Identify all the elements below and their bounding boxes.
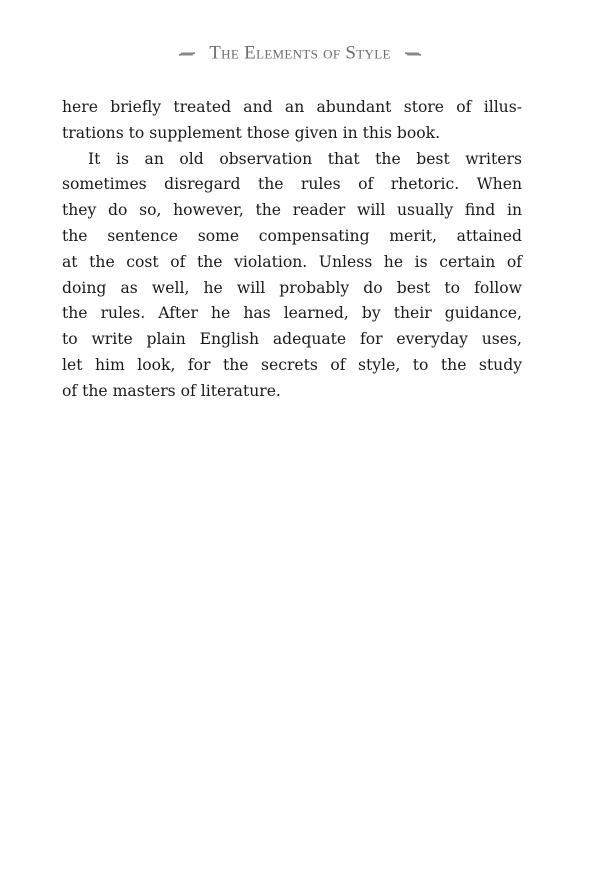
- paragraph-first-line: It is an old observation that the best writers: [88, 149, 522, 168]
- text-line: the rules. After he has learned, by their guidance,: [62, 304, 522, 323]
- text-line: here briefly treated and an abundant store of illus-: [62, 98, 522, 116]
- text-line: let him look, for the secrets of style, to the study: [62, 355, 522, 374]
- right-ornament-icon: [404, 49, 422, 59]
- running-title: The Elements of Style: [209, 42, 391, 64]
- left-ornament-icon: [178, 49, 196, 59]
- text-line: of the masters of literature.: [62, 381, 281, 400]
- text-line: the sentence some compensating merit, attained: [62, 226, 522, 245]
- text-line: to write plain English adequate for everyday uses,: [62, 330, 522, 349]
- text-line: at the cost of the violation. Unless he is certain of: [62, 252, 522, 271]
- text-line: they do so, however, the reader will usually find in: [62, 201, 522, 220]
- running-header: [0, 42, 600, 65]
- text-line: sometimes disregard the rules of rhetoric. When: [62, 175, 522, 194]
- text-line: doing as well, he will probably do best to follow: [62, 278, 522, 297]
- text-line: trations to supplement those given in this book.: [62, 123, 441, 142]
- body-text: [62, 95, 522, 405]
